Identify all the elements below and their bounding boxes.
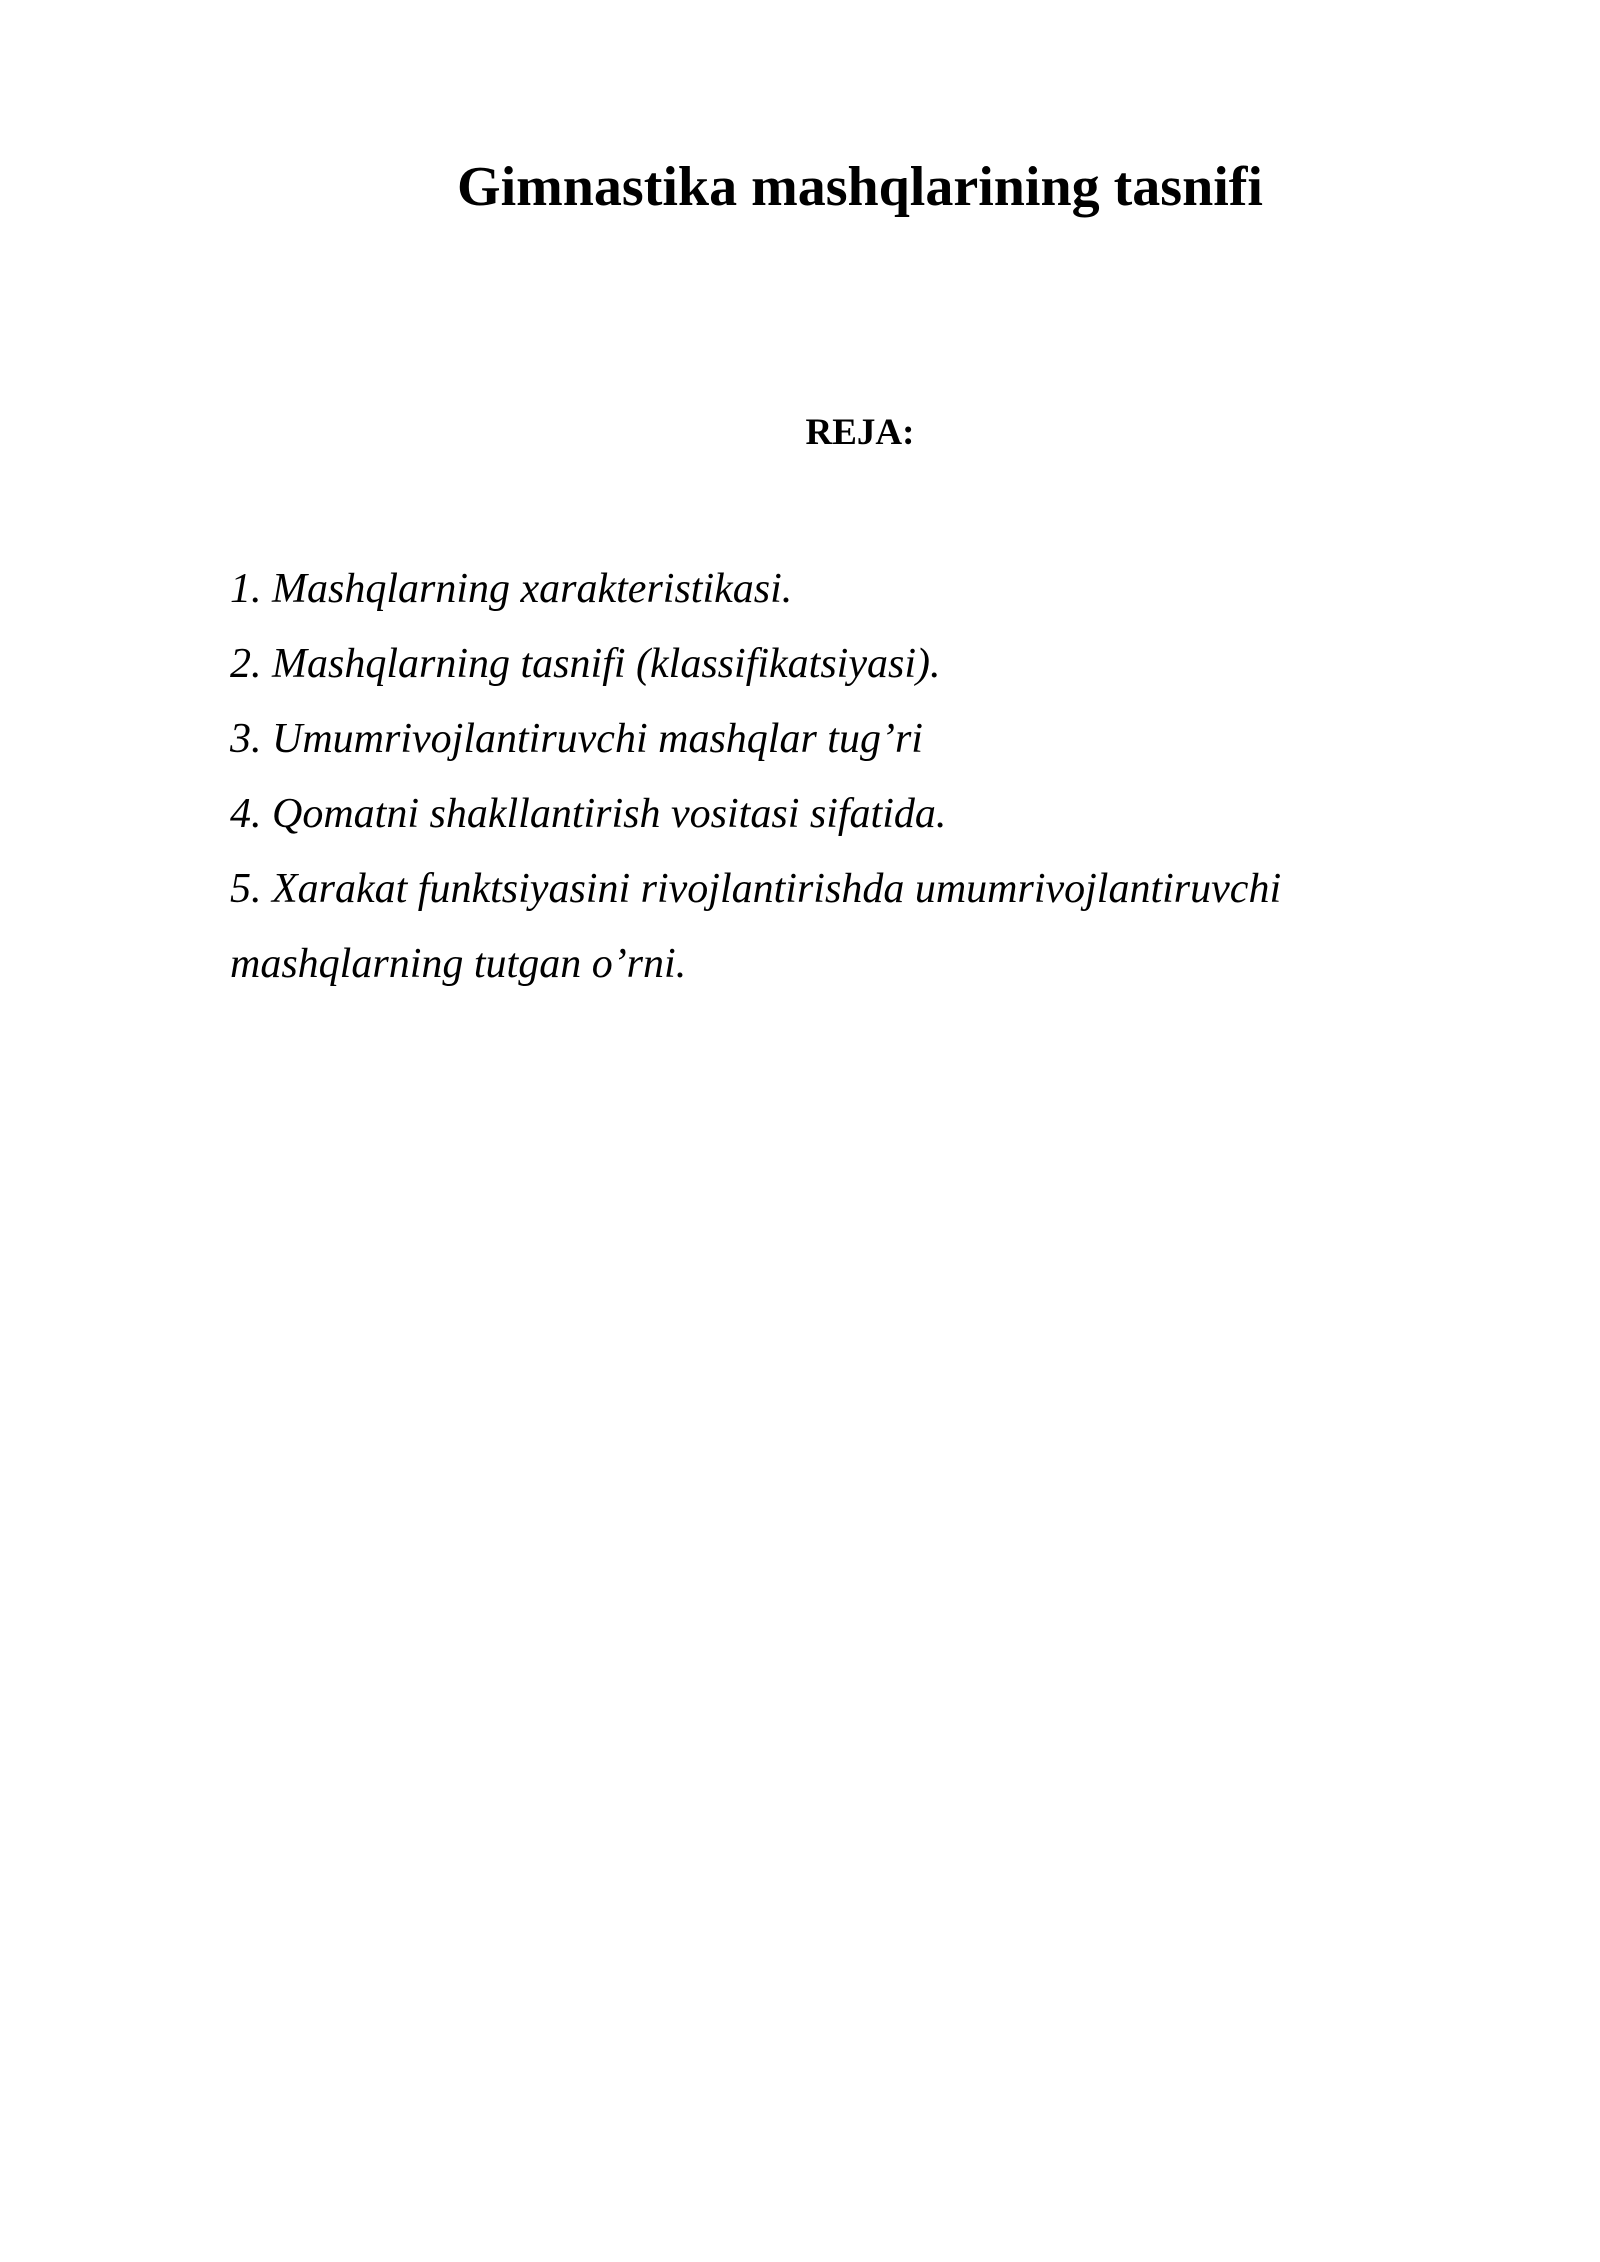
plan-line-5-continuation: mashqlarning tutgan o’rni. bbox=[230, 941, 687, 987]
plan-heading: REJA: bbox=[805, 412, 915, 453]
plan-line-3: 3. Umumrivojlantiruvchi mashqlar tug’ri bbox=[230, 716, 923, 762]
plan-line-4: 4. Qomatni shakllantirish vositasi sifatida. bbox=[230, 791, 947, 837]
plan-line-5: 5. Xarakat funktsiyasini rivojlantirishda umumrivojlantiruvchi bbox=[230, 866, 1282, 912]
plan-line-2: 2. Mashqlarning tasnifi (klassifikatsiyasi). bbox=[230, 641, 941, 687]
plan-line-1: 1. Mashqlarning xarakteristikasi. bbox=[230, 566, 793, 612]
plan-list bbox=[230, 552, 1390, 1002]
document-title: Gimnastika mashqlarining tasnifi bbox=[457, 156, 1263, 218]
